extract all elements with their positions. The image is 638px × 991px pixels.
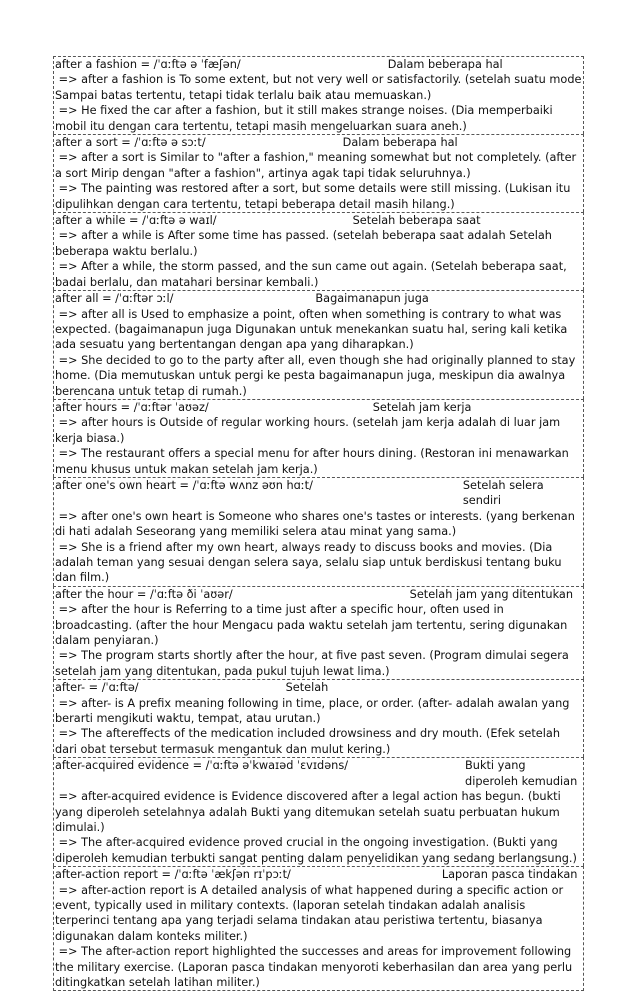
- entry-example: [55, 353, 582, 399]
- entry-example: [55, 103, 582, 134]
- entry-meaning: Bagaimanapun juga: [315, 292, 429, 306]
- entry-example-text: The program starts shortly after the hour, at five past seven. (Program dimulai segera setelah jam yang ditentukan, pada pukul tujuh lewat lima.): [55, 649, 569, 678]
- entry-meaning: Dalam beberapa hal: [387, 58, 503, 71]
- arrow-prefix: =>: [55, 416, 82, 430]
- entry-term: after the hour = /ˈɑːftə ði ˈaʊər/: [55, 587, 233, 601]
- entry-example-text: She decided to go to the party after all, even though she had originally planned to stay home. (Dia memutuskan untuk pergi ke pesta bagaimanapun juga, meskipun dia awalnya berencana untuk tetap di rumah.): [55, 353, 576, 398]
- entry-term: after a while = /ˈɑːftə ə waɪl/: [55, 214, 217, 228]
- arrow-prefix: =>: [55, 73, 82, 87]
- entry-definition-text: after all is Used to emphasize a point, often when something is contrary to what was expected. (bagaimanapun juga Digunakan untuk menekankan suatu hal, sering kali ketika ada sesuatu yang bertentangan dengan apa yang diharapkan.): [55, 307, 568, 352]
- glossary-entry: [53, 290, 584, 399]
- arrow-prefix: =>: [55, 540, 82, 554]
- entry-definition: [55, 696, 582, 727]
- entry-definition-text: after- is A prefix meaning following in time, place, or order. (after- adalah awalan yang berarti mengikuti waktu, tempat, atau urutan.): [55, 696, 570, 726]
- arrow-prefix: =>: [55, 104, 82, 118]
- entry-meaning: Setelah jam yang ditentukan: [409, 587, 574, 601]
- entry-meaning: Setelah: [285, 681, 329, 695]
- arrow-prefix: =>: [55, 883, 82, 897]
- arrow-prefix: =>: [55, 945, 82, 959]
- entry-example: [55, 944, 582, 990]
- entry-example-text: The painting was restored after a sort, but some details were still missing. (Lukisan itu dipulihkan dengan cara tertentu, tetapi beberapa detail masih hilang.): [55, 182, 571, 211]
- entry-definition: [55, 602, 582, 648]
- entry-term: after-action report = /ˈɑːftə ˈækʃən rɪˈpɔːt/: [55, 868, 291, 882]
- glossary-entry: [53, 477, 584, 586]
- arrow-prefix: =>: [55, 151, 82, 165]
- glossary-entry: [53, 56, 584, 134]
- entry-term: after a sort = /ˈɑːftə ə sɔːt/: [55, 136, 206, 150]
- entry-example-text: The after-action report highlighted the successes and areas for improvement following the military exercise. (Laporan pasca tindakan menyoroti keberhasilan dan area yang perlu ditingkatkan setelah latihan militer.): [55, 945, 573, 989]
- entry-example: [55, 835, 582, 866]
- glossary-entry: [53, 866, 584, 991]
- entry-definition-text: after a fashion is To some extent, but not very well or satisfactorily. (setelah suatu mode Sampai batas tertentu, tetapi tidak terlalu baik atau memuaskan.): [55, 73, 582, 102]
- glossary-entry: [53, 212, 584, 290]
- entry-definition: [55, 509, 582, 540]
- entry-definition-text: after a while is After some time has passed. (setelah beberapa saat adalah Setelah beberapa waktu berlalu.): [55, 229, 552, 258]
- entry-meaning: Dalam beberapa hal: [342, 136, 458, 150]
- entry-example-text: The restaurant offers a special menu for after hours dining. (Restoran ini menawarkan menu khusus untuk makan setelah jam kerja.): [55, 447, 569, 476]
- arrow-prefix: =>: [55, 447, 82, 461]
- entry-heading: [55, 478, 582, 509]
- arrow-prefix: =>: [55, 836, 82, 850]
- entry-heading: [55, 57, 582, 72]
- entry-example: [55, 181, 582, 212]
- entry-example: [55, 259, 582, 290]
- entry-heading: [55, 587, 582, 602]
- entry-example: [55, 540, 582, 586]
- entry-heading: [55, 213, 582, 228]
- entry-term: after a fashion = /ˈɑːftə ə ˈfæʃən/: [55, 58, 241, 71]
- entry-definition: [55, 150, 582, 181]
- entry-term: after hours = /ˈɑːftər ˈaʊəz/: [55, 400, 209, 414]
- entry-example: [55, 648, 582, 679]
- entry-meaning: Setelah jam kerja: [372, 400, 472, 414]
- arrow-prefix: =>: [55, 727, 82, 741]
- entry-term: after-acquired evidence = /ˈɑːftə əˈkwaɪəd ˈɛvɪdəns/: [55, 759, 349, 773]
- glossary-entry: [53, 399, 584, 477]
- arrow-prefix: =>: [55, 182, 82, 196]
- entry-example-text: The aftereffects of the medication included drowsiness and dry mouth. (Efek setelah dari obat tersebut termasuk mengantuk dan mulut kering.): [55, 727, 560, 756]
- entry-heading: [55, 680, 582, 695]
- entry-heading: [55, 400, 582, 415]
- arrow-prefix: =>: [55, 603, 82, 617]
- glossary-page: [53, 56, 584, 991]
- arrow-prefix: =>: [55, 307, 82, 321]
- entry-term: after- = /ˈɑːftə/: [55, 681, 139, 695]
- entry-example-text: The after-acquired evidence proved crucial in the ongoing investigation. (Bukti yang diperoleh kemudian terbukti sangat penting dalam penyelidikan yang sedang berlangsung.): [55, 836, 577, 865]
- entry-definition: [55, 307, 582, 353]
- entry-heading: [55, 291, 582, 306]
- entry-term: after one's own heart = /ˈɑːftə wʌnz əʊn hɑːt/: [55, 478, 313, 492]
- glossary-entry: [53, 757, 584, 866]
- entry-definition-text: after the hour is Referring to a time just after a specific hour, often used in broadcasting. (after the hour Mengacu pada waktu setelah jam tertentu, sering digunakan dalam penyiaran.): [55, 603, 568, 648]
- entry-meaning: Bukti yang diperoleh kemudian: [465, 759, 578, 788]
- entry-definition: [55, 789, 582, 835]
- entry-definition: [55, 228, 582, 259]
- arrow-prefix: =>: [55, 229, 82, 243]
- entry-definition-text: after one's own heart is Someone who shares one's tastes or interests. (yang berkenan di hati adalah Seseorang yang memiliki selera atau minat yang sama.): [55, 509, 575, 539]
- arrow-prefix: =>: [55, 649, 82, 663]
- entry-example-text: She is a friend after my own heart, always ready to discuss books and movies. (Dia adalah teman yang sesuai dengan selera saya, selalu siap untuk berdiskusi tentang buku dan film.): [55, 540, 562, 585]
- entry-definition: [55, 415, 582, 446]
- entry-definition-text: after a sort is Similar to "after a fashion," meaning somewhat but not completely. (after a sort Mirip dengan "after a fashion", artinya agak tapi tidak seluruhnya.): [55, 151, 577, 180]
- entry-term: after all = /ˈɑːftər ɔːl/: [55, 292, 174, 306]
- entry-meaning: Laporan pasca tindakan: [441, 868, 578, 882]
- entry-definition-text: after-acquired evidence is Evidence discovered after a legal action has begun. (bukti yang diperoleh setelahnya adalah Bukti yang ditemukan setelah suatu perbuatan hukum dimulai.): [55, 790, 561, 834]
- entry-definition: [55, 883, 582, 945]
- arrow-prefix: =>: [55, 790, 82, 804]
- entry-example-text: After a while, the storm passed, and the sun came out again. (Setelah beberapa saat, badai berlalu, dan matahari bersinar kembali.): [55, 260, 567, 289]
- entry-definition-text: after hours is Outside of regular working hours. (setelah jam kerja adalah di luar jam kerja biasa.): [55, 416, 561, 445]
- entry-meaning: Setelah beberapa saat: [352, 214, 481, 228]
- glossary-entry: [53, 679, 584, 757]
- entry-heading: [55, 135, 582, 150]
- arrow-prefix: =>: [55, 696, 82, 710]
- entry-example: [55, 726, 582, 757]
- entry-definition: [55, 72, 582, 103]
- arrow-prefix: =>: [55, 260, 82, 274]
- entry-example-text: He fixed the car after a fashion, but it still makes strange noises. (Dia memperbaiki mobil itu dengan cara tertentu, tetapi masih mengeluarkan suara aneh.): [55, 104, 553, 133]
- entry-example: [55, 446, 582, 477]
- arrow-prefix: =>: [55, 509, 82, 523]
- entry-heading: [55, 758, 582, 789]
- glossary-entry: [53, 134, 584, 212]
- glossary-entry: [53, 586, 584, 679]
- entry-meaning: Setelah selera sendiri: [462, 478, 544, 508]
- arrow-prefix: =>: [55, 353, 82, 367]
- entry-definition-text: after-action report is A detailed analysis of what happened during a specific action or event, typically used in military contexts. (laporan setelah tindakan adalah analisis terperinci tentang apa yang terjadi selama tindakan atau peristiwa tertentu, biasanya digunakan dalam konteks militer.): [55, 883, 564, 943]
- entry-heading: [55, 867, 582, 882]
